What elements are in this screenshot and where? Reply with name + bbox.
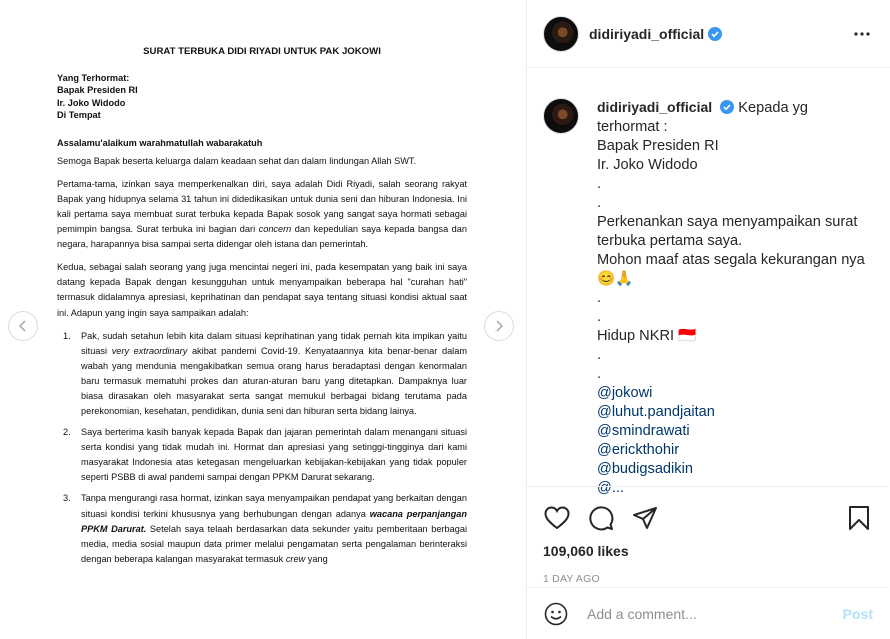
mention-link[interactable]: @erickthohir <box>597 442 680 458</box>
avatar[interactable] <box>543 16 579 52</box>
header-username[interactable]: didiriyadi_official <box>589 25 705 42</box>
caption-line: . <box>597 347 602 363</box>
list-item: 2. Saya berterima kasih banyak kepada Bapak dan jajaran pemerintah dalam menangani situasi serta kondisi yang tidak mudah ini. Hormat dan apresiasi yang setinggi-tingginya dari kami masyarakat Indonesia atas ketegasan mengeluarkan kebijakan-kebijakan yang tidak populer seperti PSBB di awal pandemi sampai dengan PPKM Darurat sekarang. <box>63 427 467 483</box>
letter-address <box>57 72 467 122</box>
caption-line: Hidup NKRI 🇮🇩 <box>597 328 697 344</box>
comment-input[interactable] <box>587 606 817 622</box>
caption-area[interactable] <box>527 68 889 496</box>
comment-button[interactable] <box>587 504 615 532</box>
save-button[interactable] <box>845 504 873 532</box>
mention-link[interactable]: @luhut.pandjaitan <box>597 404 715 420</box>
caption-line: . <box>597 195 602 211</box>
previous-image-button[interactable] <box>8 311 38 341</box>
mention-link[interactable]: @budigsadikin <box>597 461 693 477</box>
next-image-button[interactable] <box>484 311 514 341</box>
caption-line: Mohon maaf atas segala kekurangan nya 😊🙏 <box>597 252 865 287</box>
verified-icon <box>708 27 722 41</box>
caption-line: . <box>597 309 602 325</box>
action-section <box>527 486 889 639</box>
address-line: Yang Terhormat: <box>57 72 130 83</box>
chevron-left-icon <box>17 320 29 332</box>
comment-bar <box>527 587 889 639</box>
verified-icon <box>720 100 734 114</box>
caption-line: Ir. Joko Widodo <box>597 157 698 173</box>
letter-paragraph: Pertama-tama, izinkan saya memperkenalkan diri, saya adalah Didi Riyadi, salah seorang rakyat Bapak yang hidupnya selama 31 tahun ini didedikasikan untuk dunia seni dan hiburan Indonesia. Ini kali pertama saya membuat surat terbuka kepada Bapak sosok yang sangat saya hormati sebagai pemimpin bangsa. Surat terbuka ini bagian dari concern dan kepedulian saya kepada bangsa dan negara, harapannya bisa sampai serta didengar oleh istana dan pemerintah. <box>57 178 467 250</box>
list-item: 1. Pak, sudah setahun lebih kita dalam situasi keprihatinan yang tidak pernah kita impikan yaitu situasi very extraordinary akibat pandemi Covid-19. Kenyataannya kita benar-benar dalam wabah yang mendunia mengakibatkan semua orang harus beradaptasi dengan kenormalan baru termasuk mematuhi prokes dan aturan-aturan baru yang ditetapkan. Dampaknya luar biasa dirasakan oleh masyarakat serta sangat memukul berbagai bidang terutama pada perekonomian, kesehatan, pendidikan, dunia seni dan hiburan serta bidang lainya. <box>63 330 467 417</box>
list-item: 3. Tanpa mengurangi rasa hormat, izinkan saya menyampaikan pendapat yang berkaitan dengan situasi kondisi terkini khususnya yang berhubungan dengan adanya wacana perpanjangan PPKM Darurat. Setelah saya telaah berdasarkan data sekunder yaitu pemberitaan berbagai media, media sosial maupun data primer melalui pengamatan serta pengalaman berinteraksi dengan beberapa kalangan masyarakat termasuk crew yang <box>63 493 467 564</box>
post-panel <box>526 0 890 639</box>
comment-icon <box>588 505 614 531</box>
caption-text <box>597 98 865 498</box>
caption <box>543 98 873 498</box>
caption-line: Perkenankan saya menyampaikan surat terbuka pertama saya. <box>597 214 858 249</box>
letter-list <box>63 329 467 567</box>
address-line: Ir. Joko Widodo <box>57 97 126 108</box>
emoji-icon <box>544 602 568 626</box>
post-date[interactable]: 1 DAY AGO <box>543 573 600 585</box>
mention-link[interactable]: @smindrawati <box>597 423 690 439</box>
mention-link[interactable]: @... <box>597 480 624 496</box>
letter-paragraph: Kedua, sebagai salah seorang yang juga mencintai negeri ini, pada kesempatan yang baik ini saya datang kepada Bapak dengan kesungguhan untuk menyampaikan beberapa hal "curahan hati" termasuk didalamnya apresiasi, keprihatinan dan pendapat saya tentang situasi kondisi aktual saat ini. Adapun yang ingin saya sampaikan adalah: <box>57 262 467 318</box>
letter-paragraph: Semoga Bapak beserta keluarga dalam keadaan sehat dan dalam lindungan Allah SWT. <box>57 155 417 166</box>
letter-document <box>57 44 467 573</box>
letter-title: SURAT TERBUKA DIDI RIYADI UNTUK PAK JOKOWI <box>143 46 381 57</box>
caption-username[interactable]: didiriyadi_official <box>597 99 713 115</box>
more-icon <box>854 32 870 36</box>
more-options-button[interactable] <box>850 22 874 46</box>
share-button[interactable] <box>631 504 659 532</box>
heart-icon <box>544 506 570 530</box>
chevron-right-icon <box>493 320 505 332</box>
share-icon <box>632 506 658 530</box>
like-button[interactable] <box>543 504 571 532</box>
caption-line: Bapak Presiden RI <box>597 138 719 154</box>
bookmark-icon <box>848 505 870 531</box>
letter-greeting: Assalamu'alaikum warahmatullah wabarakatuh <box>57 137 263 148</box>
caption-line: . <box>597 366 602 382</box>
caption-line: . <box>597 176 602 192</box>
post-comment-button[interactable]: Post <box>842 605 873 622</box>
address-line: Di Tempat <box>57 110 101 121</box>
mention-link[interactable]: @jokowi <box>597 385 653 401</box>
avatar[interactable] <box>543 98 579 134</box>
caption-line: Kepada yg terhormat : <box>597 100 809 135</box>
address-line: Bapak Presiden RI <box>57 85 138 96</box>
post-header <box>527 0 890 68</box>
emoji-button[interactable] <box>543 601 569 627</box>
likes-count[interactable]: 109,060 likes <box>543 543 629 559</box>
action-bar <box>527 487 889 535</box>
caption-line: . <box>597 290 602 306</box>
